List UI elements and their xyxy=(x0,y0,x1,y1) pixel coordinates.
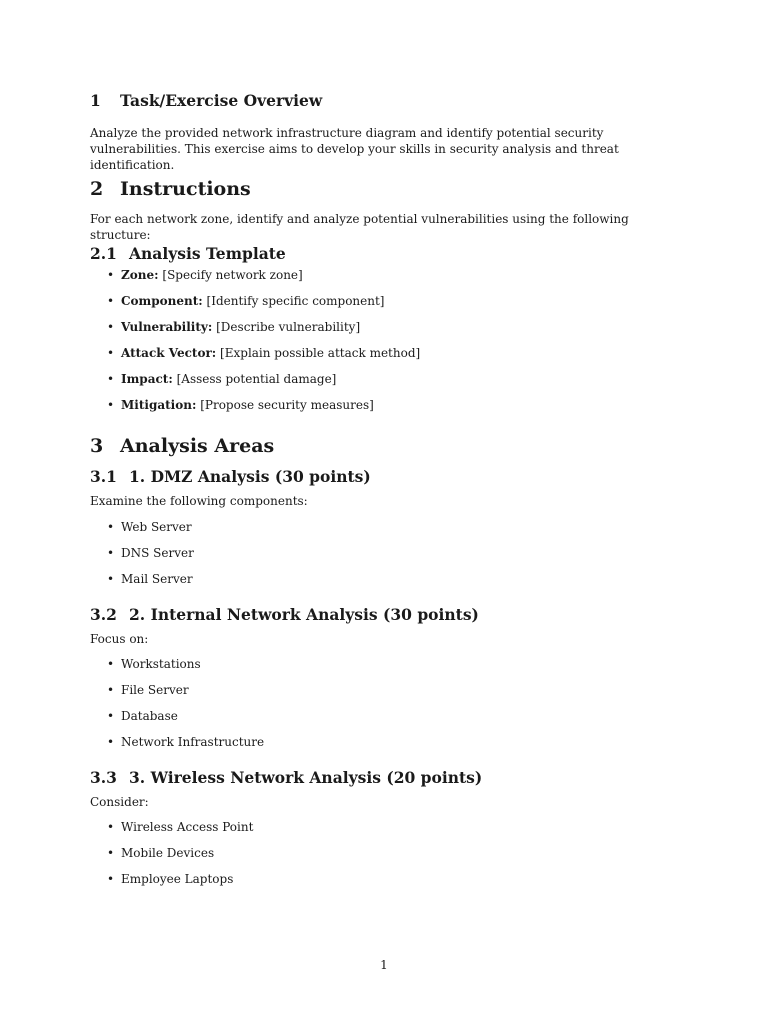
list-item xyxy=(90,398,420,424)
wireless-network-list xyxy=(90,820,253,898)
list-item xyxy=(90,294,420,320)
subsection-3-1-heading xyxy=(90,467,371,486)
list-item: • File Server xyxy=(90,683,264,709)
list-item: • Mail Server xyxy=(90,572,194,598)
section-number: 3 xyxy=(90,435,104,457)
list-item xyxy=(90,372,420,398)
item-label: Attack Vector: xyxy=(121,346,217,360)
list-item xyxy=(90,320,420,346)
subsection-number: 3.2 xyxy=(90,605,117,624)
section-title: Instructions xyxy=(120,178,251,200)
item-label: Mitigation: xyxy=(121,398,197,412)
subsection-3-1-intro: Examine the following components: xyxy=(90,494,308,508)
dmz-components-list xyxy=(90,520,194,598)
list-item xyxy=(90,268,420,294)
section-1-paragraph: Analyze the provided network infrastructure diagram and identify potential security vulnerabilities. This exercise aims to develop your skills in security analysis and threat identification. xyxy=(90,126,619,172)
item-text: [Identify specific component] xyxy=(206,294,385,308)
item-text: [Explain possible attack method] xyxy=(220,346,421,360)
subsection-title: 2. Internal Network Analysis (30 points) xyxy=(129,605,479,624)
item-label: Impact: xyxy=(121,372,173,386)
subsection-number: 3.3 xyxy=(90,768,117,787)
list-item: • Workstations xyxy=(90,657,264,683)
subsection-3-3-heading xyxy=(90,768,482,787)
section-2-paragraph: For each network zone, identify and analyze potential vulnerabilities using the following structure: xyxy=(90,212,629,242)
subsection-2-1-heading xyxy=(90,244,286,263)
item-label: Component: xyxy=(121,294,203,308)
item-text: [Specify network zone] xyxy=(162,268,303,282)
list-item: • Wireless Access Point xyxy=(90,820,253,846)
list-item xyxy=(90,346,420,372)
item-label: Zone: xyxy=(121,268,159,282)
section-number: 2 xyxy=(90,178,104,200)
section-title: Analysis Areas xyxy=(120,435,275,457)
list-item: • Employee Laptops xyxy=(90,872,253,898)
item-text: [Describe vulnerability] xyxy=(216,320,361,334)
analysis-template-list xyxy=(90,268,420,424)
list-item: • DNS Server xyxy=(90,546,194,572)
list-item: • Web Server xyxy=(90,520,194,546)
section-title: Task/Exercise Overview xyxy=(120,91,323,110)
subsection-number: 2.1 xyxy=(90,244,117,263)
subsection-3-2-heading xyxy=(90,605,479,624)
item-text: [Assess potential damage] xyxy=(176,372,337,386)
subsection-title: Analysis Template xyxy=(129,244,286,263)
subsection-3-2-intro: Focus on: xyxy=(90,632,149,646)
subsection-3-3-intro: Consider: xyxy=(90,795,149,809)
subsection-title: 3. Wireless Network Analysis (20 points) xyxy=(129,768,483,787)
internal-network-list xyxy=(90,657,264,761)
list-item: • Mobile Devices xyxy=(90,846,253,872)
section-3-heading xyxy=(90,435,274,457)
item-text: [Propose security measures] xyxy=(200,398,374,412)
list-item: • Database xyxy=(90,709,264,735)
subsection-number: 3.1 xyxy=(90,467,117,486)
list-item: • Network Infrastructure xyxy=(90,735,264,761)
page-number: 1 xyxy=(380,958,388,972)
section-2-heading xyxy=(90,178,251,200)
item-label: Vulnerability: xyxy=(121,320,213,334)
section-1-heading xyxy=(90,91,322,110)
subsection-title: 1. DMZ Analysis (30 points) xyxy=(129,467,371,486)
section-number: 1 xyxy=(90,91,101,110)
